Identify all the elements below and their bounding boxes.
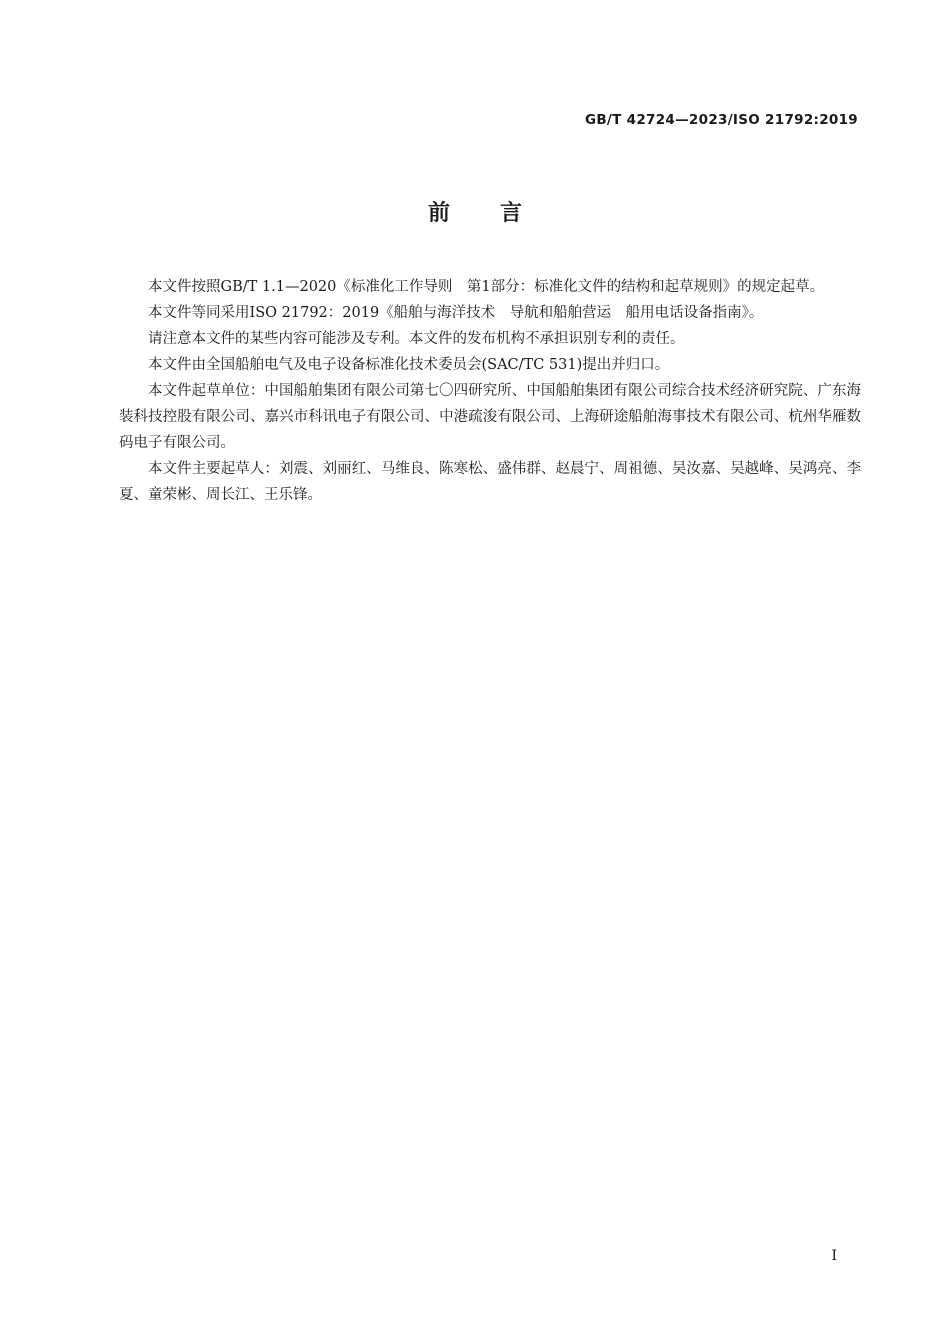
- paragraph-adoption: 本文件等同采用ISO 21792：2019《船舶与海洋技术 导航和船舶营运 船用电话设备指南》。: [148, 305, 764, 321]
- standard-code: GB/T 42724—2023/ISO 21792:2019: [584, 112, 858, 128]
- paragraph-drafters: 本文件主要起草人：刘震、刘丽红、马维良、陈寒松、盛伟群、赵晨宁、周祖德、吴汝嘉、吴越峰、吴鸿亮、李夏、童荣彬、周长江、王乐锋。: [119, 461, 861, 503]
- paragraph-committee: 本文件由全国船舶电气及电子设备标准化技术委员会(SAC/TC 531)提出并归口。: [148, 357, 670, 373]
- paragraph-patent-notice: 请注意本文件的某些内容可能涉及专利。本文件的发布机构不承担识别专利的责任。: [148, 331, 685, 347]
- paragraph-drafting-units: 本文件起草单位：中国船舶集团有限公司第七〇四研究所、中国船舶集团有限公司综合技术经济研究院、广东海装科技控股有限公司、嘉兴市科讯电子有限公司、中港疏浚有限公司、上海研途船舶海事技术有限公司、杭州华雁数码电子有限公司。: [119, 383, 861, 451]
- foreword-body: [119, 274, 861, 508]
- page-title: 前言: [427, 201, 572, 226]
- paragraph-drafting-rules: 本文件按照GB/T 1.1—2020《标准化工作导则 第1部分：标准化文件的结构和起草规则》的规定起草。: [148, 279, 825, 295]
- page-number: I: [831, 1248, 837, 1264]
